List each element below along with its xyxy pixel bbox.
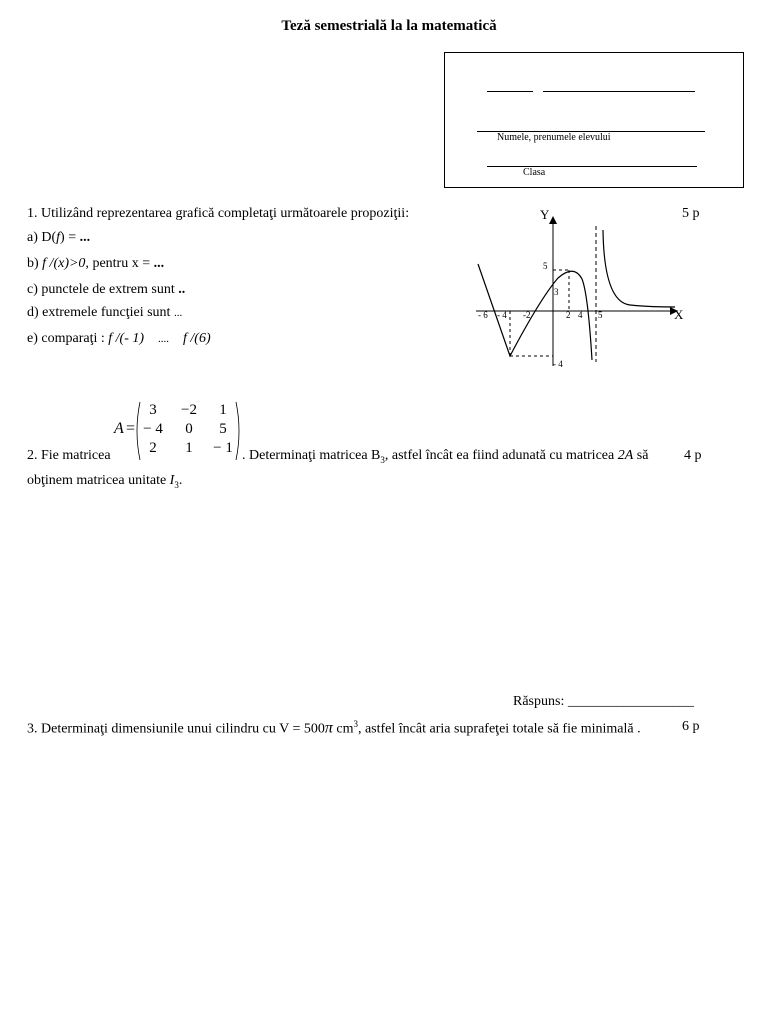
class-line: [487, 166, 697, 167]
y-axis-arrow: [549, 216, 557, 224]
blank-line: [487, 91, 533, 92]
function-curve-left: [478, 264, 592, 360]
q2-points: 4 p: [684, 448, 702, 463]
x-tick-label: -2: [523, 310, 531, 320]
matrix-a: [112, 400, 242, 462]
q2-prefix: 2. Fie matricea: [27, 448, 111, 463]
q1-intro: 1. Utilizând reprezentarea grafică completaţi următoarele propoziţii:: [27, 206, 410, 221]
matrix-cell: 1: [219, 402, 227, 418]
x-tick-label: - 4: [497, 310, 507, 320]
q1-item-a: a) D(f) = ...: [27, 230, 91, 245]
student-info-box: [444, 52, 744, 188]
matrix-cell: 1: [185, 440, 193, 456]
matrix-cell: 5: [219, 421, 227, 437]
page-title: Teză semestrială la la matematică: [281, 18, 497, 34]
matrix-cell: 2: [149, 440, 157, 456]
x-tick-label: 2: [566, 310, 571, 320]
q1-points: 5 p: [682, 206, 700, 221]
matrix-equals: =: [126, 420, 136, 437]
name-label: Numele, prenumele elevului: [497, 132, 611, 143]
q1-item-d: d) extremele funcţiei sunt ...: [27, 305, 183, 320]
y-tick-label: 5: [543, 261, 548, 271]
y-tick-label: 3: [554, 287, 559, 297]
matrix-label: A: [114, 420, 124, 437]
q1-item-e: e) comparaţi : f /(- 1) .... f /(6): [27, 331, 211, 346]
y-axis-label: Y: [540, 207, 550, 222]
y-tick-label: - 4: [553, 359, 563, 369]
q2-line2: obţinem matricea unitate $I_3$.: [27, 473, 183, 490]
q1-item-c: c) punctele de extrem sunt ..: [27, 282, 186, 297]
x-axis-label: X: [674, 307, 684, 322]
class-label: Clasa: [523, 167, 546, 178]
x-tick-label: - 6: [478, 310, 488, 320]
q1-item-b: b) f /(x)>0, pentru x = ...: [27, 256, 165, 271]
q3-points: 6 p: [682, 719, 700, 734]
x-tick-label: 5: [598, 310, 603, 320]
matrix-cell: 3: [149, 402, 157, 418]
matrix-cell: 0: [185, 421, 193, 437]
answer-line: Răspuns: __________________: [513, 694, 694, 709]
matrix-cell: − 4: [143, 421, 163, 437]
q3-statement: 3. Determinaţi dimensiunile unui cilindru cu V = 500π $cm^3$, astfel încât aria suprafeţei totale să fie minimală .: [27, 719, 641, 737]
blank-line: [543, 91, 695, 92]
x-tick-label: 4: [578, 310, 583, 320]
function-curve-right: [603, 230, 675, 307]
q2-statement: . Determinaţi matricea $B_3$, astfel încât ea fiind adunată cu matricea 2A să: [242, 448, 649, 465]
matrix-cell: − 1: [213, 440, 233, 456]
matrix-cell: −2: [181, 402, 197, 418]
function-graph: [470, 204, 690, 376]
